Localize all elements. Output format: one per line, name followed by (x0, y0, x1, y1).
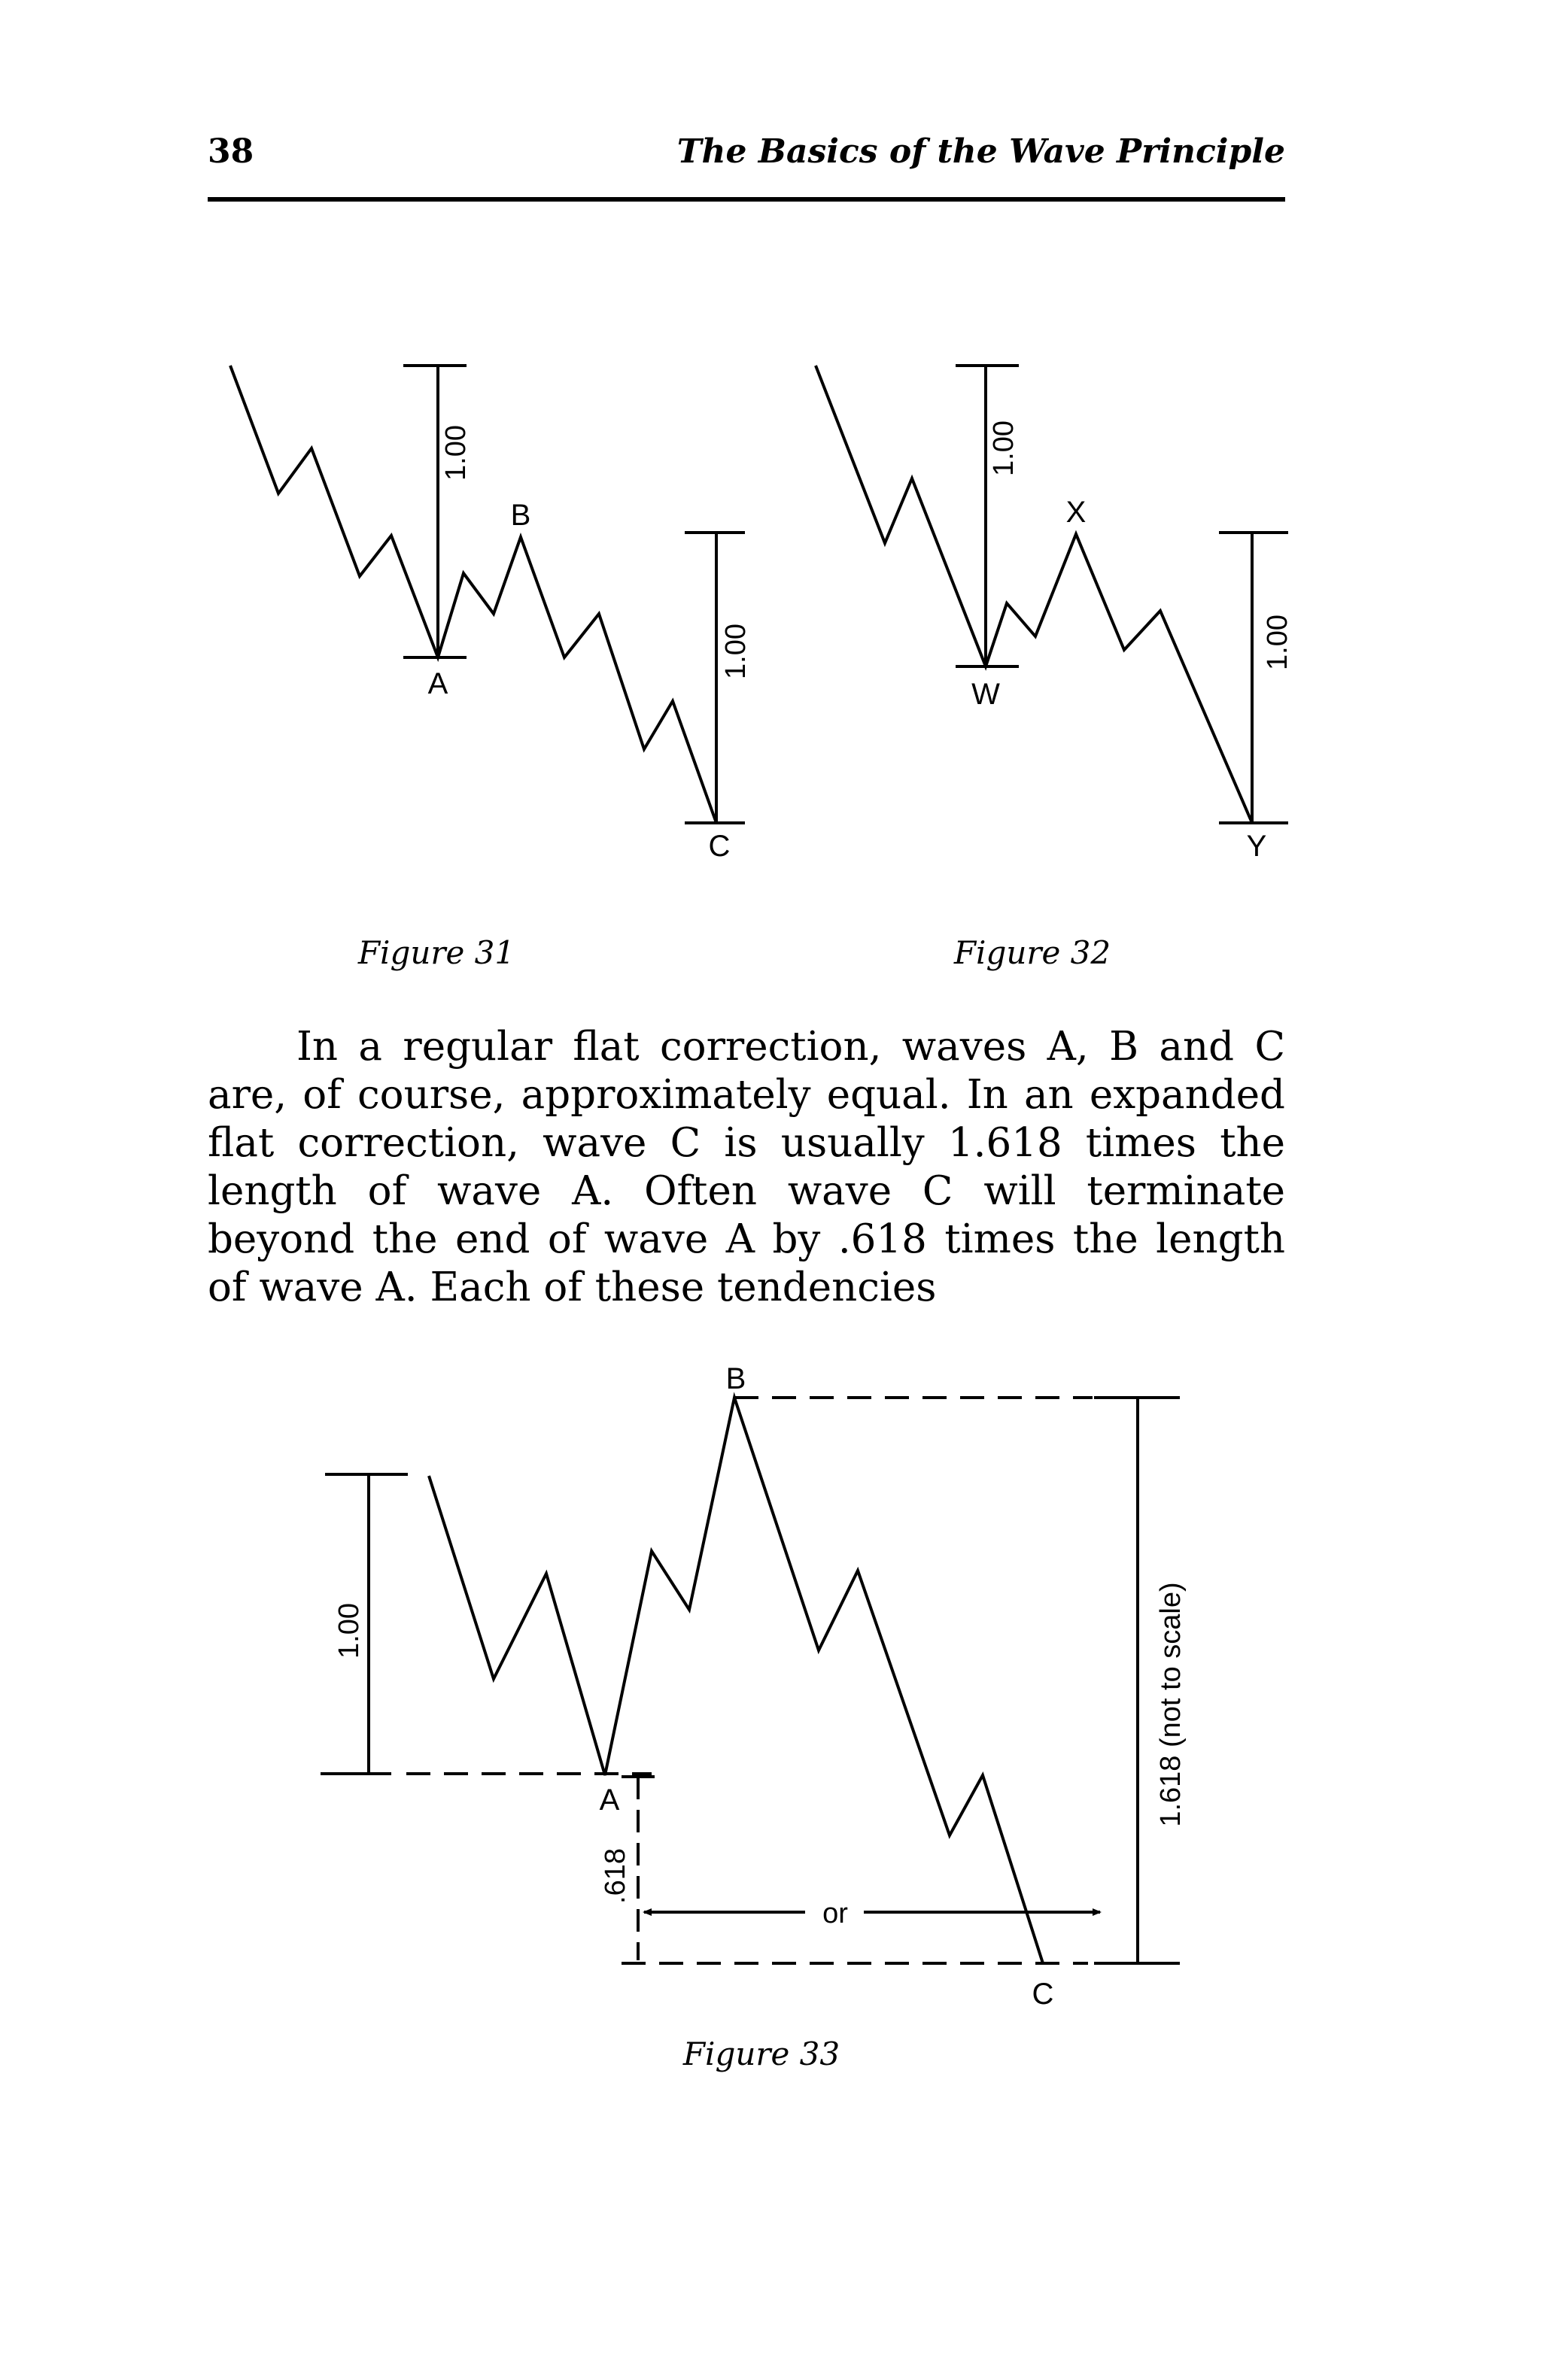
figure-33-wave (429, 1398, 1043, 1963)
figure-31-caption: Figure 31 (357, 934, 515, 971)
figure-32-measure-w-label: 1.00 (988, 420, 1020, 476)
figure-33-measure-left-label: 1.00 (333, 1603, 365, 1659)
figure-33-label-a: A (599, 1783, 620, 1817)
figure-33-measure-right-label: 1.618 (not to scale) (1155, 1582, 1187, 1827)
body-paragraph: In a regular flat correction, waves A, B and C are, of course, approximately equal. In an expanded flat correction, wave C is usually 1.618 times the length of wave A. Often wave C will terminate beyond the end of wave A by .618 times the length of wave A. Each of these tendencies (208, 1024, 1285, 1310)
figure-31-label-c: C (708, 830, 731, 863)
figure-33-label-c: C (1032, 1978, 1054, 2011)
figure-31-measure-a-label: 1.00 (440, 425, 472, 481)
figure-31-measure-c-label: 1.00 (720, 624, 752, 679)
figure-33-label-b: B (725, 1362, 746, 1395)
figure-31-32-drawing (0, 0, 1541, 903)
figure-33-caption: Figure 33 (682, 2035, 840, 2072)
page-number: 38 (208, 132, 254, 171)
figure-32-label-x: X (1065, 496, 1087, 529)
figure-33-measure-618-label: .618 (600, 1848, 631, 1904)
figure-31-label-b: B (510, 499, 531, 532)
figure-32-label-y: Y (1246, 830, 1267, 863)
running-title: The Basics of the Wave Principle (676, 132, 1285, 171)
figure-33-drawing (0, 1324, 1541, 2076)
figure-32-measure-y-label: 1.00 (1262, 615, 1293, 670)
figure-32-caption: Figure 32 (953, 934, 1111, 971)
figure-33-or-label: or (822, 1898, 848, 1929)
figure-31-wave (230, 366, 716, 823)
figure-32-wave (816, 366, 1252, 823)
figure-31-label-a: A (427, 667, 448, 700)
figure-32-label-w: W (971, 678, 1000, 711)
